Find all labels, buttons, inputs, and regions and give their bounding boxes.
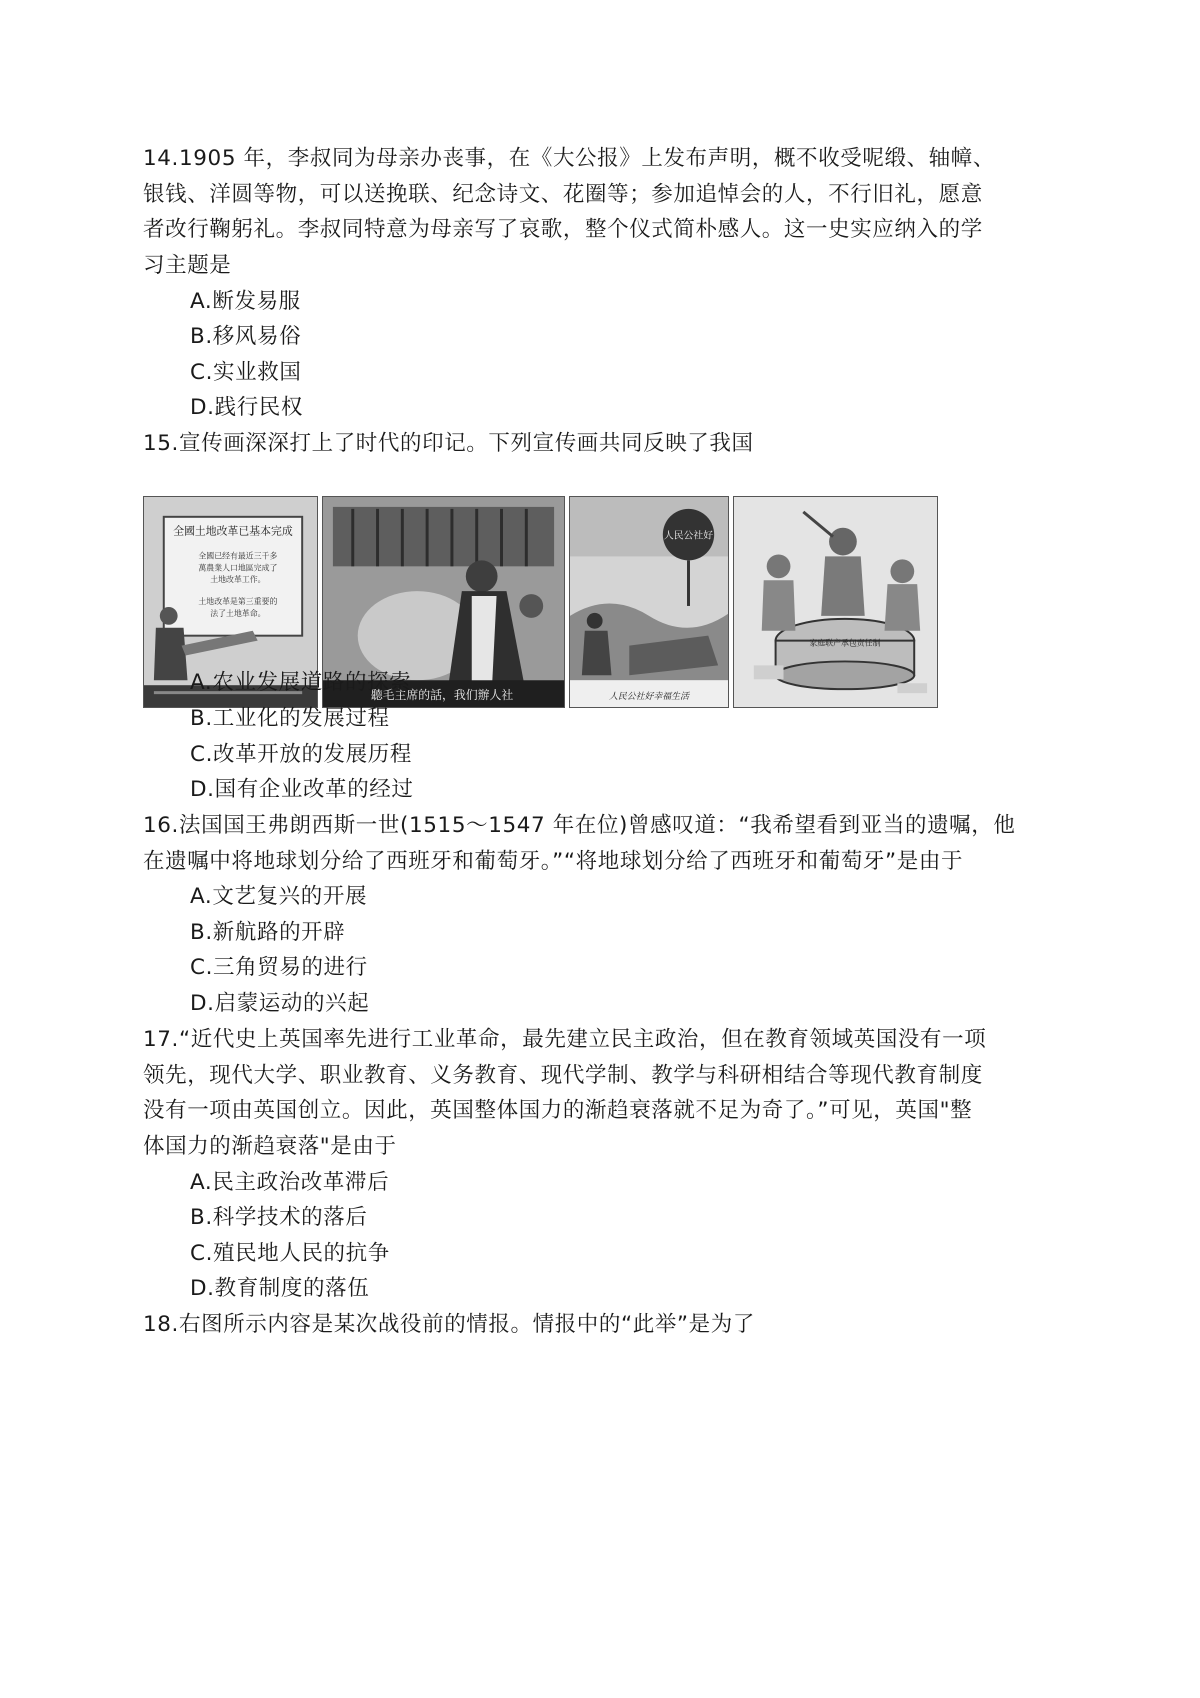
q16-option-c: C.三角贸易的进行 [190, 955, 368, 980]
q17-option-a: A.民主政治改革滞后 [190, 1170, 390, 1195]
q14-line-2: 银钱、洋圆等物，可以送挽联、纪念诗文、花圈等；参加追悼会的人，不行旧礼，愿意 [143, 182, 983, 207]
q15-option-d: D.国有企业改革的经过 [190, 777, 414, 802]
poster-4-drum-text: 家庭联产承包责任制 [809, 638, 881, 648]
q14-line-4: 习主题是 [143, 253, 232, 278]
q14-option-a: A.断发易服 [190, 289, 301, 314]
q16-option-d: D.启蒙运动的兴起 [190, 991, 370, 1016]
q14-option-d: D.践行民权 [190, 395, 303, 420]
poster-2-caption: 聽毛主席的話，我们辦人社 [370, 688, 514, 703]
q17-line-3: 没有一项由英国创立。因此，英国整体国力的渐趋衰落就不足为奇了。”可见，英国"整 [143, 1098, 973, 1123]
poster-1-title: 全國土地改革已基本完成 [173, 524, 293, 538]
q14-line-3: 者改行鞠躬礼。李叔同特意为母亲写了哀歌，整个仪式简朴感人。这一史实应纳入的学 [143, 217, 983, 242]
poster-3-caption: 人民公社好幸福生活 [609, 692, 689, 703]
q17-option-d: D.教育制度的落伍 [190, 1276, 370, 1301]
q17-option-c: C.殖民地人民的抗争 [190, 1241, 390, 1266]
q15-option-a: A.农业发展道路的探索 [190, 670, 412, 695]
q17-option-b: B.科学技术的落后 [190, 1205, 368, 1230]
poster-1-body-5: 法了土地革命。 [210, 608, 266, 618]
q16-line-2: 在遗嘱中将地球划分给了西班牙和葡萄牙。”“将地球划分给了西班牙和葡萄牙”是由于 [143, 849, 964, 874]
q17-line-4: 体国力的渐趋衰落"是由于 [143, 1134, 397, 1159]
poster-1-body-4: 土地改革是第三重要的 [198, 596, 278, 606]
q14-option-c: C.实业救国 [190, 360, 302, 385]
q16-line-1: 16.法国国王弗朗西斯一世(1515～1547 年在位)曾感叹道：“我希望看到亚当的遗嘱，他 [143, 813, 1016, 838]
q17-line-1: 17.“近代史上英国率先进行工业革命，最先建立民主政治，但在教育领域英国没有一项 [143, 1027, 987, 1052]
poster-commune [569, 496, 729, 708]
q16-option-a: A.文艺复兴的开展 [190, 884, 368, 909]
q15-option-b: B.工业化的发展过程 [190, 706, 390, 731]
q14-option-b: B.移风易俗 [190, 324, 302, 349]
q17-line-2: 领先，现代大学、职业教育、义务教育、现代学制、教学与科研相结合等现代教育制度 [143, 1063, 983, 1088]
poster-1-body-2: 萬農業人口地區完成了 [198, 563, 278, 573]
q14-line-1: 14.1905 年，李叔同为母亲办丧事，在《大公报》上发布声明，概不收受呢缎、轴幛、 [143, 146, 995, 171]
poster-1-body-3: 土地改革工作。 [210, 575, 266, 585]
poster-3-banner: 人民公社好 [663, 530, 714, 542]
q15-line-1: 15.宣传画深深打上了时代的印记。下列宣传画共同反映了我国 [143, 431, 754, 456]
poster-1-body-1: 全國已经有最近三千多 [198, 551, 278, 561]
q15-option-c: C.改革开放的发展历程 [190, 742, 412, 767]
q18-line-1: 18.右图所示内容是某次战役前的情报。情报中的“此举”是为了 [143, 1312, 755, 1337]
q16-option-b: B.新航路的开辟 [190, 920, 346, 945]
poster-contract-system [733, 496, 938, 708]
